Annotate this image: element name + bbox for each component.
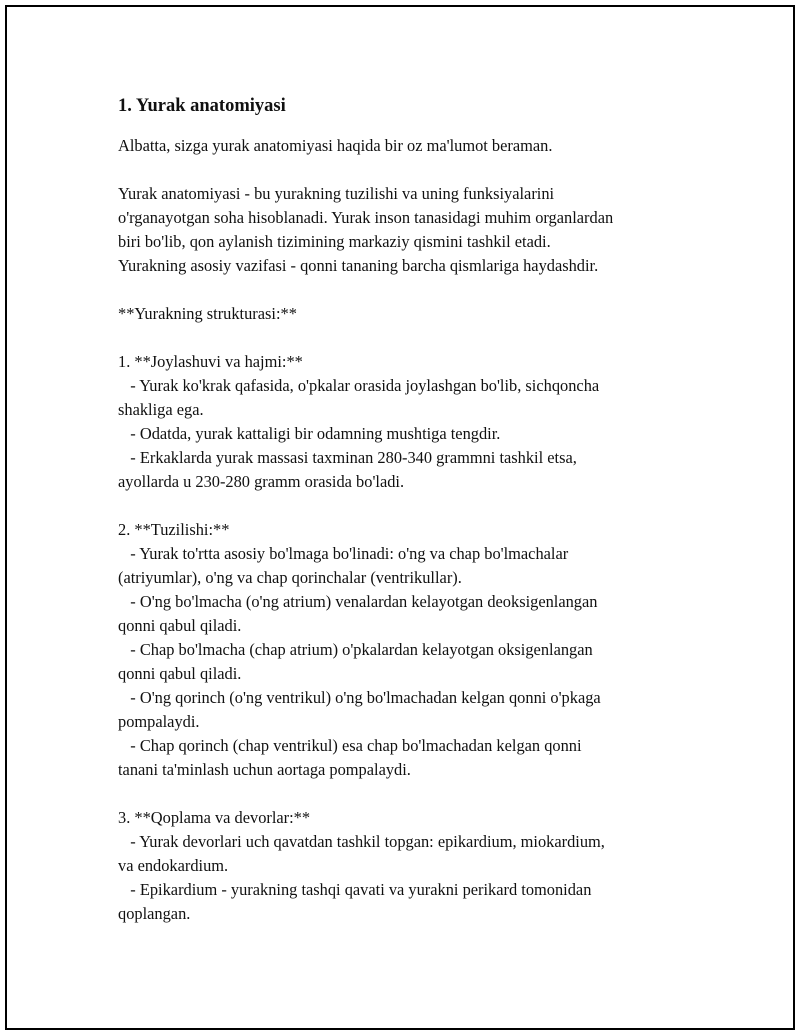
text-line: qonni qabul qiladi. [118, 664, 242, 683]
section-location-size [118, 350, 688, 494]
section-title: 3. **Qoplama va devorlar:** [118, 808, 311, 827]
text-line: - Chap bo'lmacha (chap atrium) o'pkalardan kelayotgan oksigenlangan [118, 640, 593, 659]
text-line: Yurakning asosiy vazifasi - qonni tananing barcha qismlariga haydashdir. [118, 256, 599, 275]
text-line: o'rganayotgan soha hisoblanadi. Yurak inson tanasidagi muhim organlardan [118, 208, 614, 227]
text-line: qoplangan. [118, 904, 191, 923]
section-structure [118, 518, 688, 782]
text-line: - Odatda, yurak kattaligi bir odamning mushtiga tengdir. [118, 424, 501, 443]
text-line: - Yurak devorlari uch qavatdan tashkil topgan: epikardium, miokardium, [118, 832, 605, 851]
text-line: - Yurak ko'krak qafasida, o'pkalar orasida joylashgan bo'lib, sichqoncha [118, 376, 600, 395]
text-line: (atriyumlar), o'ng va chap qorinchalar (ventrikullar). [118, 568, 462, 587]
text-line: - O'ng bo'lmacha (o'ng atrium) venalardan kelayotgan deoksigenlangan [118, 592, 598, 611]
text-line: - Yurak to'rtta asosiy bo'lmaga bo'linadi: o'ng va chap bo'lmachalar [118, 544, 569, 563]
section-title: 1. **Joylashuvi va hajmi:** [118, 352, 303, 371]
text-line: Yurak anatomiyasi - bu yurakning tuzilishi va uning funksiyalarini [118, 184, 555, 203]
text-line: - O'ng qorinch (o'ng ventrikul) o'ng bo'lmachadan kelgan qonni o'pkaga [118, 688, 601, 707]
document-heading: 1. Yurak anatomiyasi [118, 96, 286, 116]
section-title: 2. **Tuzilishi:** [118, 520, 230, 539]
document-body [118, 94, 688, 950]
text-line: - Erkaklarda yurak massasi taxminan 280-340 grammni tashkil etsa, [118, 448, 577, 467]
text-line: qonni qabul qiladi. [118, 616, 242, 635]
text-line: biri bo'lib, qon aylanish tizimining markaziy qismini tashkil etadi. [118, 232, 551, 251]
text-line: va endokardium. [118, 856, 229, 875]
text-line: shakliga ega. [118, 400, 204, 419]
text-line: - Chap qorinch (chap ventrikul) esa chap bo'lmachadan kelgan qonni [118, 736, 582, 755]
structure-heading: **Yurakning strukturasi:** [118, 304, 297, 323]
text-line: ayollarda u 230-280 gramm orasida bo'ladi. [118, 472, 405, 491]
section-walls [118, 806, 688, 926]
text-line: - Epikardium - yurakning tashqi qavati va yurakni perikard tomonidan [118, 880, 592, 899]
text-line: tanani ta'minlash uchun aortaga pompalaydi. [118, 760, 411, 779]
intro-paragraph: Albatta, sizga yurak anatomiyasi haqida bir oz ma'lumot beraman. [118, 136, 553, 155]
overview-paragraph [118, 182, 688, 278]
text-line: pompalaydi. [118, 712, 200, 731]
